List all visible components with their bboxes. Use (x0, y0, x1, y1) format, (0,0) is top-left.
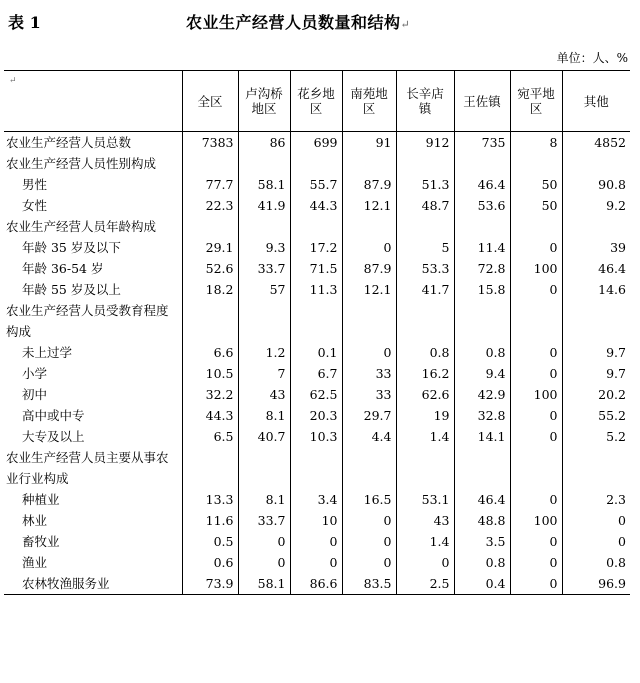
table-cell: 46.4 (454, 174, 510, 195)
empty-cell (290, 216, 342, 237)
table-cell: 10.3 (290, 426, 342, 447)
empty-cell (396, 216, 454, 237)
table-cell: 0.8 (454, 552, 510, 573)
table-cell: 0 (238, 531, 290, 552)
empty-cell (454, 153, 510, 174)
empty-cell (454, 216, 510, 237)
table-cell: 62.5 (290, 384, 342, 405)
table-cell: 9.4 (454, 363, 510, 384)
table-cell: 14.6 (598, 282, 626, 297)
column-header: 花乡地区 (290, 71, 342, 132)
table-cell: 0.8 (396, 342, 454, 363)
table-cell: 0 (618, 513, 626, 528)
table-cell: 53.1 (396, 489, 454, 510)
row-label: 林业 (4, 510, 182, 531)
empty-cell (342, 153, 396, 174)
table-cell: 14.1 (454, 426, 510, 447)
row-label: 高中或中专 (4, 405, 182, 426)
table-cell: 0 (618, 534, 626, 549)
section-heading-row (4, 300, 630, 342)
row-label: 种植业 (4, 489, 182, 510)
unit-label: 单位：人、% (556, 51, 628, 65)
table-cell: 12.1 (342, 195, 396, 216)
empty-cell (182, 447, 238, 489)
table-row (4, 510, 630, 531)
table-cell: 0 (290, 552, 342, 573)
table-cell: 57 (238, 279, 290, 300)
table-cell: 0 (510, 489, 562, 510)
table-cell: 8.1 (238, 405, 290, 426)
section-heading-row (4, 447, 630, 489)
table-cell: 0.5 (182, 531, 238, 552)
section-heading: 农业生产经营人员受教育程度构成 (4, 300, 182, 342)
table-cell: 0 (342, 531, 396, 552)
table-cell: 90.8 (598, 177, 626, 192)
table-cell: 20.2 (598, 387, 626, 402)
row-label: 大专及以上 (4, 426, 182, 447)
table-cell: 16.2 (396, 363, 454, 384)
table-cell: 9.7 (606, 345, 626, 360)
row-label: 农业生产经营人员总数 (4, 132, 182, 154)
table-cell: 50 (510, 174, 562, 195)
table-cell: 11.3 (290, 279, 342, 300)
empty-cell (182, 300, 238, 342)
row-label: 年龄 55 岁及以上 (4, 279, 182, 300)
table-cell: 7383 (182, 132, 238, 154)
table-cell: 52.6 (182, 258, 238, 279)
row-label: 男性 (4, 174, 182, 195)
table-cell: 0 (510, 237, 562, 258)
empty-cell (562, 447, 630, 489)
table-cell: 15.8 (454, 279, 510, 300)
table-cell: 3.5 (454, 531, 510, 552)
table-cell: 55.2 (598, 408, 626, 423)
table-cell: 0 (510, 342, 562, 363)
table-cell: 0 (510, 426, 562, 447)
row-label: 年龄 35 岁及以下 (4, 237, 182, 258)
table-row (4, 405, 630, 426)
table-cell: 0 (342, 237, 396, 258)
row-label: 年龄 36-54 岁 (4, 258, 182, 279)
table-cell: 10 (290, 510, 342, 531)
table-cell: 58.1 (238, 174, 290, 195)
column-header: 其他 (583, 93, 609, 109)
table-cell: 55.7 (290, 174, 342, 195)
table-cell: 10.5 (182, 363, 238, 384)
data-table (4, 70, 630, 595)
empty-cell (510, 300, 562, 342)
table-row (4, 573, 630, 595)
table-cell: 87.9 (342, 258, 396, 279)
table-cell: 2.5 (396, 573, 454, 595)
table-cell: 51.3 (396, 174, 454, 195)
table-row (4, 195, 630, 216)
table-cell: 87.9 (342, 174, 396, 195)
section-heading-row (4, 153, 630, 174)
table-cell: 4.4 (342, 426, 396, 447)
empty-cell (238, 447, 290, 489)
empty-cell (396, 447, 454, 489)
title-row (0, 8, 640, 32)
table-cell: 32.2 (182, 384, 238, 405)
table-cell: 0 (510, 363, 562, 384)
empty-cell (510, 153, 562, 174)
table-cell: 33.7 (238, 510, 290, 531)
header-corner (4, 71, 182, 132)
table-cell: 6.5 (182, 426, 238, 447)
table-cell: 0 (342, 510, 396, 531)
table-cell: 6.7 (290, 363, 342, 384)
table-cell: 18.2 (182, 279, 238, 300)
table-row (4, 489, 630, 510)
table-cell: 33 (342, 384, 396, 405)
table-cell: 0 (342, 552, 396, 573)
empty-cell (342, 300, 396, 342)
table-cell: 100 (510, 384, 562, 405)
table-cell: 0 (510, 573, 562, 595)
empty-cell (182, 216, 238, 237)
row-label: 畜牧业 (4, 531, 182, 552)
table-row (4, 132, 630, 154)
table-cell: 29.1 (182, 237, 238, 258)
table-cell: 62.6 (396, 384, 454, 405)
table-cell: 83.5 (342, 573, 396, 595)
table-row (4, 363, 630, 384)
table-cell: 50 (510, 195, 562, 216)
row-label: 小学 (4, 363, 182, 384)
table-cell: 16.5 (342, 489, 396, 510)
table-cell: 735 (454, 132, 510, 154)
section-heading: 农业生产经营人员性别构成 (4, 153, 182, 174)
table-cell: 100 (510, 258, 562, 279)
table-cell: 96.9 (562, 573, 630, 595)
empty-cell (562, 153, 630, 174)
table-cell: 0 (238, 552, 290, 573)
table-cell: 11.6 (182, 510, 238, 531)
table-cell: 6.6 (182, 342, 238, 363)
table-cell: 0 (510, 405, 562, 426)
table-cell: 91 (342, 132, 396, 154)
empty-cell (238, 216, 290, 237)
table-row (4, 258, 630, 279)
table-cell: 17.2 (290, 237, 342, 258)
table-cell: 29.7 (342, 405, 396, 426)
table-cell: 9.3 (238, 237, 290, 258)
empty-cell (454, 300, 510, 342)
table-cell: 0.8 (606, 555, 626, 570)
table-cell: 43 (396, 510, 454, 531)
empty-cell (562, 300, 630, 342)
table-cell: 699 (290, 132, 342, 154)
empty-cell (342, 216, 396, 237)
table-cell: 33 (342, 363, 396, 384)
table-cell: 41.9 (238, 195, 290, 216)
table-row (4, 384, 630, 405)
column-header: 王佐镇 (454, 71, 510, 132)
table-row (4, 426, 630, 447)
table-cell: 0.8 (454, 342, 510, 363)
empty-cell (396, 300, 454, 342)
empty-cell (290, 447, 342, 489)
table-cell: 19 (396, 405, 454, 426)
table-cell: 44.3 (290, 195, 342, 216)
table-cell: 46.4 (454, 489, 510, 510)
empty-cell (396, 153, 454, 174)
table-cell: 0.4 (454, 573, 510, 595)
table-number: 表 1 (8, 13, 41, 32)
empty-cell (454, 447, 510, 489)
table-cell: 32.8 (454, 405, 510, 426)
document-title (186, 10, 410, 33)
document-title-text: 农业生产经营人员数量和结构 (186, 13, 401, 32)
table-cell: 5.2 (606, 429, 626, 444)
column-header: 全区 (182, 71, 238, 132)
table-cell: 58.1 (238, 573, 290, 595)
table-cell: 41.7 (396, 279, 454, 300)
row-label: 渔业 (4, 552, 182, 573)
table-cell: 46.4 (598, 261, 626, 276)
section-heading: 农业生产经营人员主要从事农业行业构成 (4, 447, 182, 489)
table-cell: 0 (396, 552, 454, 573)
table-cell: 1.4 (396, 531, 454, 552)
paragraph-mark-icon: ↵ (400, 18, 411, 31)
column-header: 卢沟桥地区 (238, 71, 290, 132)
table-cell: 912 (396, 132, 454, 154)
table-cell: 43 (238, 384, 290, 405)
table-cell: 86 (238, 132, 290, 154)
table-row (4, 342, 630, 363)
table-cell: 71.5 (290, 258, 342, 279)
empty-cell (342, 447, 396, 489)
table-cell: 53.6 (454, 195, 510, 216)
table-row (4, 279, 630, 300)
table-cell: 72.8 (454, 258, 510, 279)
table-row (4, 552, 630, 573)
empty-cell (238, 300, 290, 342)
column-header: 宛平地区 (510, 71, 562, 132)
empty-cell (182, 153, 238, 174)
table-cell: 5 (396, 237, 454, 258)
table-cell: 44.3 (182, 405, 238, 426)
empty-cell (290, 153, 342, 174)
empty-cell (290, 300, 342, 342)
table-cell: 42.9 (454, 384, 510, 405)
table-cell: 86.6 (290, 573, 342, 595)
section-heading-row (4, 216, 630, 237)
section-heading: 农业生产经营人员年龄构成 (4, 216, 182, 237)
table-cell: 40.7 (238, 426, 290, 447)
table-cell: 7 (238, 363, 290, 384)
table-row (4, 531, 630, 552)
row-label: 初中 (4, 384, 182, 405)
table-cell: 1.2 (238, 342, 290, 363)
table-cell: 77.7 (182, 174, 238, 195)
table-cell: 8 (510, 132, 562, 154)
table-cell: 20.3 (290, 405, 342, 426)
table-cell: 3.4 (290, 489, 342, 510)
paragraph-mark-icon: ↵ (9, 76, 17, 86)
table-cell: 0 (510, 552, 562, 573)
table-cell: 33.7 (238, 258, 290, 279)
table-cell: 0 (290, 531, 342, 552)
table-cell: 0 (510, 531, 562, 552)
table-cell: 48.7 (396, 195, 454, 216)
empty-cell (238, 153, 290, 174)
table-row (4, 174, 630, 195)
header-row (4, 71, 630, 132)
table-cell: 1.4 (396, 426, 454, 447)
table-cell: 0 (342, 342, 396, 363)
table-cell: 9.7 (606, 366, 626, 381)
table-cell: 0.1 (290, 342, 342, 363)
empty-cell (562, 216, 630, 237)
row-label: 未上过学 (4, 342, 182, 363)
table-cell: 0.6 (182, 552, 238, 573)
row-label: 农林牧渔服务业 (4, 573, 182, 595)
table-cell: 9.2 (606, 198, 626, 213)
table-cell: 4852 (594, 135, 626, 150)
table-cell: 8.1 (238, 489, 290, 510)
table-row (4, 237, 630, 258)
empty-cell (510, 216, 562, 237)
table-cell: 2.3 (606, 492, 626, 507)
row-label: 女性 (4, 195, 182, 216)
table-cell: 100 (510, 510, 562, 531)
table-cell: 11.4 (454, 237, 510, 258)
column-header: 南苑地区 (342, 71, 396, 132)
table-cell: 73.9 (182, 573, 238, 595)
column-header: 长辛店镇 (396, 71, 454, 132)
table-cell: 12.1 (342, 279, 396, 300)
table-cell: 0 (510, 279, 562, 300)
table-cell: 39 (610, 240, 626, 255)
table-cell: 48.8 (454, 510, 510, 531)
table-cell: 13.3 (182, 489, 238, 510)
table-cell: 53.3 (396, 258, 454, 279)
table-cell: 22.3 (182, 195, 238, 216)
empty-cell (510, 447, 562, 489)
